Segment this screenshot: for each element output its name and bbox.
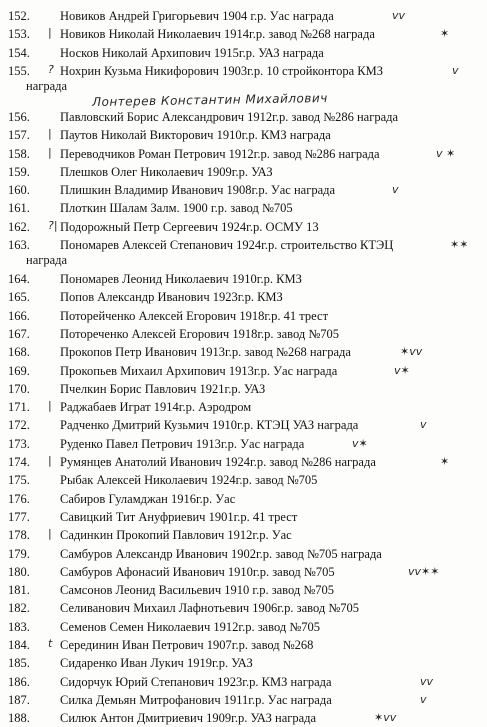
list-row	[0, 164, 487, 181]
row-text: Потореченко Алексей Егорович 1918г.р. завод №705	[60, 326, 340, 341]
row-text: Поторейченко Алексей Егорович 1918г.р. 41 трест	[60, 308, 329, 323]
list-row	[0, 692, 487, 709]
row-number: 160.	[8, 183, 30, 198]
row-number: 174.	[8, 455, 30, 469]
row-text: Рыбак Алексей Николаевич 1924г.р. завод №705	[60, 473, 318, 488]
list-row	[0, 546, 487, 563]
row-number: 156.	[8, 109, 30, 124]
list-row	[0, 146, 487, 163]
row-text: Новиков Николай Николаевич 1914г.р. завод №268 награда	[60, 27, 375, 42]
row-number: 157.	[8, 128, 30, 143]
handwritten-check-mark: ✶vv	[374, 711, 397, 725]
row-number: 154.	[8, 45, 30, 60]
row-text: Самбуров Александр Иванович 1902г.р. завод №705 награда	[60, 546, 382, 561]
row-text: Сабиров Гуламджан 1916г.р. Уас	[60, 491, 236, 506]
handwritten-margin-mark: ?|	[48, 218, 58, 232]
list-row	[0, 674, 487, 691]
row-text: Нохрин Кузьма Никифорович 1903г.р. 10 стройконтора КМЗ	[60, 63, 383, 78]
handwritten-check-mark: v	[452, 63, 459, 77]
row-number: 183.	[8, 619, 30, 634]
handwritten-margin-mark: |	[48, 527, 52, 541]
row-text: Силюк Антон Дмитриевич 1909г.р. УАЗ награда	[60, 711, 317, 726]
handwritten-margin-mark: |	[48, 399, 52, 413]
handwritten-check-mark: v ✶	[436, 146, 456, 160]
row-text: Савицкий Тит Ануфриевич 1901г.р. 41 трест	[60, 509, 298, 524]
row-number: 152.	[8, 9, 30, 23]
handwritten-check-mark: v	[420, 418, 427, 432]
row-text: Пономарев Алексей Степанович 1924г.р. строительство КТЭЦ	[60, 238, 394, 252]
list-row	[0, 491, 487, 508]
row-text: Пчелкин Борис Павлович 1921г.р. УАЗ	[60, 381, 266, 396]
list-row	[0, 564, 487, 581]
list-row	[0, 308, 487, 325]
row-number: 168.	[8, 345, 30, 360]
handwritten-margin-mark: |	[48, 26, 52, 40]
list-row	[0, 63, 487, 95]
handwritten-margin-mark: |	[48, 454, 52, 467]
row-number: 163.	[8, 238, 30, 252]
row-number: 161.	[8, 201, 30, 216]
handwritten-check-mark: ✶	[440, 455, 450, 468]
list-row	[0, 637, 487, 654]
row-text: Семенов Семен Николаевич 1912г.р. завод №705	[60, 619, 321, 634]
row-text: Прокопов Петр Иванович 1913г.р. завод №268 награда	[60, 345, 351, 360]
row-text: Селиванович Михаил Лафнотьевич 1906г.р. завод №705	[60, 601, 359, 616]
row-number: 177.	[8, 509, 30, 524]
list-row	[0, 219, 487, 236]
row-number: 175.	[8, 473, 30, 488]
row-text: Пономарев Леонид Николаевич 1910г.р. КМЗ	[60, 272, 302, 286]
row-number: 162.	[8, 219, 30, 234]
list-row	[0, 109, 487, 126]
list-row	[0, 509, 487, 526]
row-number: 171.	[8, 400, 30, 415]
handwritten-check-mark: ✶	[440, 27, 450, 41]
list-row	[0, 417, 487, 434]
row-text: Сидаренко Иван Лукич 1919г.р. УАЗ	[60, 656, 253, 671]
row-number: 185.	[8, 656, 30, 671]
row-number: 184.	[8, 638, 30, 652]
list-row	[0, 655, 487, 672]
row-number: 172.	[8, 418, 30, 433]
list-row	[0, 45, 487, 62]
list-row	[0, 527, 487, 544]
row-continuation: награда	[26, 78, 68, 93]
row-number: 181.	[8, 583, 30, 598]
row-number: 178.	[8, 528, 30, 543]
handwritten-check-mark: v✶	[394, 363, 410, 377]
row-number: 167.	[8, 326, 30, 341]
row-text: Руденко Павел Петрович 1913г.р. Уас награда	[60, 436, 305, 451]
list-row	[0, 600, 487, 617]
handwritten-check-mark: ✶vv	[400, 345, 423, 359]
list-row	[0, 326, 487, 343]
list-row	[0, 182, 487, 199]
handwritten-check-mark: ✶✶	[450, 238, 469, 251]
handwritten-check-mark: vv	[392, 9, 406, 22]
row-text: Носков Николай Архипович 1915г.р. УАЗ награда	[60, 45, 324, 60]
handwritten-margin-mark: |	[48, 145, 52, 159]
row-number: 166.	[8, 308, 30, 323]
row-number: 158.	[8, 146, 30, 161]
row-text: Попов Александр Иванович 1923г.р. КМЗ	[60, 290, 283, 305]
handwritten-check-mark: vv	[420, 674, 434, 688]
row-text: Садинкин Прокопий Павлович 1912г.р. Уас	[60, 528, 292, 543]
handwritten-check-mark: vv✶✶	[408, 564, 440, 578]
list-row	[0, 200, 487, 217]
row-text: Паутов Николай Викторович 1910г.р. КМЗ награда	[60, 128, 331, 143]
list-row	[0, 271, 487, 288]
list-row	[0, 454, 487, 471]
row-text: Прокопьев Михаил Архипович 1913г.р. Уас награда	[60, 363, 338, 378]
row-text: Серединин Иван Петрович 1907г.р. завод №268	[60, 638, 314, 652]
list-row	[0, 472, 487, 489]
row-text: Самбуров Афонасий Иванович 1910г.р. завод №705	[60, 564, 335, 579]
row-text: Переводчиков Роман Петрович 1912г.р. завод №286 награда	[60, 146, 380, 161]
list-row	[0, 436, 487, 453]
row-text: Самсонов Леонид Васильевич 1910 г.р. завод №705	[60, 583, 335, 598]
row-number: 176.	[8, 491, 30, 506]
row-text: Плишкин Владимир Иванович 1908г.р. Уас награда	[60, 183, 336, 198]
row-text: Павловский Борис Александрович 1912г.р. завод №286 награда	[60, 109, 399, 124]
handwritten-margin-mark: t	[48, 637, 53, 650]
list-row	[0, 363, 487, 380]
row-number: 186.	[8, 674, 30, 689]
handwritten-name-note: Лонтерев Константин Михайлович	[91, 90, 328, 109]
row-number: 173.	[8, 436, 30, 451]
list-row	[0, 289, 487, 306]
handwritten-margin-mark: |	[48, 127, 52, 141]
list-row	[0, 710, 487, 727]
row-text: Плешков Олег Николаевич 1909г.р. УАЗ	[60, 164, 273, 179]
row-text: Подорожный Петр Сергеевич 1924г.р. ОСМУ 13	[60, 219, 319, 234]
row-text: Силка Демьян Митрофанович 1911г.р. Уас награда	[60, 692, 332, 707]
row-number: 165.	[8, 290, 30, 305]
handwritten-check-mark: v	[392, 183, 399, 197]
handwritten-margin-mark: ?	[48, 62, 54, 76]
row-number: 180.	[8, 564, 30, 579]
row-text: Радченко Дмитрий Кузьмич 1910г.р. КТЭЦ УАЗ награда	[60, 418, 359, 433]
row-number: 155.	[8, 63, 30, 78]
row-number: 159.	[8, 164, 30, 179]
row-number: 170.	[8, 381, 30, 396]
list-row	[0, 8, 487, 25]
row-number: 182.	[8, 601, 30, 616]
handwritten-check-mark: v	[420, 692, 427, 706]
handwritten-check-mark: v✶	[352, 436, 368, 450]
row-number: 153.	[8, 27, 30, 42]
row-number: 169.	[8, 363, 30, 378]
row-text: Румянцев Анатолий Иванович 1924г.р. завод №286 награда	[60, 455, 376, 469]
list-row	[0, 582, 487, 599]
row-number: 164.	[8, 272, 30, 286]
row-text: Раджабаев Играт 1914г.р. Аэродром	[60, 400, 252, 415]
row-text: Плоткин Шалам Залм. 1900 г.р. завод №705	[60, 201, 293, 216]
row-number: 187.	[8, 692, 30, 707]
row-text: Новиков Андрей Григорьевич 1904 г.р. Уас награда	[60, 9, 334, 23]
list-row	[0, 26, 487, 43]
list-row	[0, 619, 487, 636]
row-number: 188.	[8, 711, 30, 726]
list-row	[0, 399, 487, 416]
row-continuation: награда	[26, 253, 68, 267]
row-text: Сидорчук Юрий Степанович 1923г.р. КМЗ награда	[60, 674, 332, 689]
list-row	[0, 381, 487, 398]
row-number: 179.	[8, 546, 30, 561]
list-row	[0, 344, 487, 361]
list-row	[0, 237, 487, 269]
list-row	[0, 127, 487, 144]
